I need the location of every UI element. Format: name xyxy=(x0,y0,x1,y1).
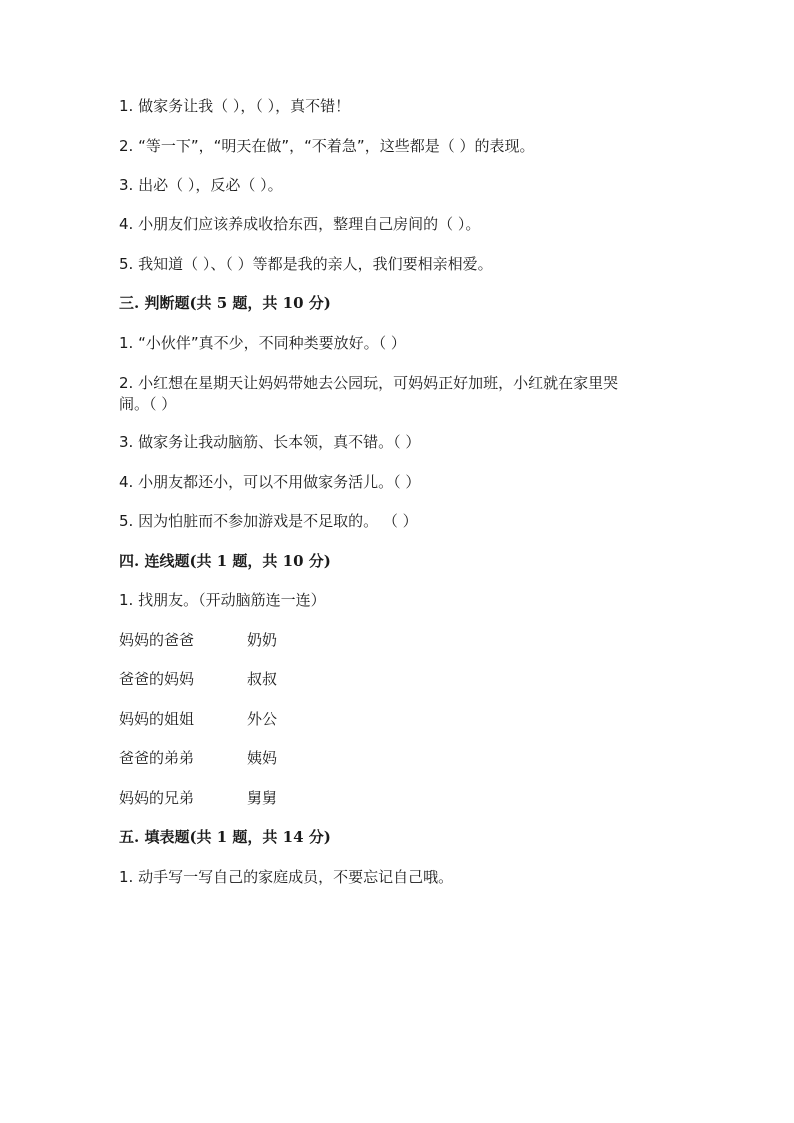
fill-blank-q1: 1. 做家务让我（ ），（ ），真不错！ xyxy=(119,97,351,115)
fill-blank-q5: 5. 我知道（ ）、（ ）等都是我的亲人，我们要相亲相爱。 xyxy=(119,255,493,273)
matching-pair-3 xyxy=(119,709,277,729)
matching-left: 妈妈的姐姐 xyxy=(119,710,195,728)
matching-heading: 四. 连线题(共 1 题，共 10 分) xyxy=(119,552,331,570)
matching-right: 舅舅 xyxy=(247,789,278,807)
matching-pair-4 xyxy=(119,748,277,768)
judgment-q2-line2: 闹。（ ） xyxy=(119,395,177,413)
matching-right: 外公 xyxy=(247,710,278,728)
matching-pair-1 xyxy=(119,630,277,650)
judgment-heading: 三. 判断题(共 5 题，共 10 分) xyxy=(119,294,331,312)
matching-right: 叔叔 xyxy=(247,670,278,688)
fill-blank-q3: 3. 出必（ ），反必（ ）。 xyxy=(119,176,283,194)
table-q1: 1. 动手写一写自己的家庭成员，不要忘记自己哦。 xyxy=(119,868,454,886)
fill-blank-q2: 2. “等一下”，“明天在做”，“不着急”，这些都是（ ）的表现。 xyxy=(119,137,535,155)
judgment-q1: 1. “小伙伴”真不少，不同种类要放好。（ ） xyxy=(119,334,406,352)
matching-left: 妈妈的兄弟 xyxy=(119,789,195,807)
matching-left: 爸爸的弟弟 xyxy=(119,749,195,767)
matching-right: 奶奶 xyxy=(247,631,278,649)
matching-left: 妈妈的爸爸 xyxy=(119,631,195,649)
judgment-q5: 5. 因为怕脏而不参加游戏是不足取的。 （ ） xyxy=(119,512,418,530)
table-heading: 五. 填表题(共 1 题，共 14 分) xyxy=(119,828,331,846)
matching-left: 爸爸的妈妈 xyxy=(119,670,195,688)
matching-right: 姨妈 xyxy=(247,749,278,767)
fill-blank-q4: 4. 小朋友们应该养成收拾东西，整理自己房间的（ ）。 xyxy=(119,215,481,233)
matching-q1: 1. 找朋友。（开动脑筋连一连） xyxy=(119,591,326,609)
judgment-q3: 3. 做家务让我动脑筋、长本领，真不错。（ ） xyxy=(119,433,421,451)
matching-pair-5 xyxy=(119,788,277,808)
judgment-q2-line1: 2. 小红想在星期天让妈妈带她去公园玩，可妈妈正好加班，小红就在家里哭 xyxy=(119,374,619,392)
matching-pair-2 xyxy=(119,669,277,689)
judgment-q4: 4. 小朋友都还小，可以不用做家务活儿。（ ） xyxy=(119,473,421,491)
